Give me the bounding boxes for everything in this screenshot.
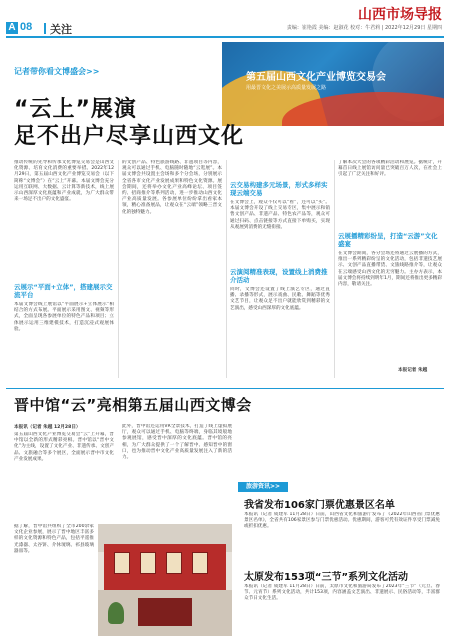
tourism-article-2: 本报讯（记者 成建军 11月28日）日前，太原市文化和旅游局发布了2023年“三节”（元旦、春节、元宵节）系列文化活动，共计153项，内容涵盖文艺演出、非遗展示、民俗活动等，丰富群众节日文化生活。 xyxy=(244,584,440,602)
masthead: 山西市场导报 xyxy=(358,7,442,23)
article-column-2: 的文创产品、特色旅游线路、非遗项目等内容，观众可以通过手机、电脑随时随地“云逛展”。本届文博会共设置主会场和多个分会场，分别展示全省各市文化产业发展成果和特色文化资源。展会期间，还将举办文化产业高峰论坛、项目签约、招商推介等系列活动，进一步推动山西文化产业高质量发展。各参展单位纷纷拿出看家本领，精心准备展品，让观众在“云端”领略三晋文化的独特魅力。 xyxy=(122,160,222,215)
section-divider xyxy=(6,388,444,389)
banner-subtitle: 用最晋文化之美展示高质量发展之路 xyxy=(246,85,327,91)
article-column-3b: 同时，文博会还设置了线上演艺专区，通过直播、录播等形式，展示戏曲、民歌、舞蹈等优秀文艺节目，让观众足不出户就能欣赏到精彩的文艺演出，感受山西深厚的文化底蕴。 xyxy=(230,287,330,311)
section-divider-bar xyxy=(44,23,46,34)
section-name: 关注 xyxy=(50,23,72,36)
tourism-section-label: 旅游资讯>> xyxy=(238,482,288,492)
column-divider xyxy=(334,160,335,378)
banner-title: 第五届山西文化产业博览交易会 xyxy=(246,72,386,83)
photo-display-panel xyxy=(166,552,182,574)
main-headline-line2: 足不出户尽享山西文化 xyxy=(14,124,245,149)
jinzhong-column-1b: 据了解，晋中馆共组织了全市200余家文化企业参展，展示了晋中地区丰富多样的文化资源和特色产品，包括平遥推光漆器、太谷饼、介休琉璃、祁县玻璃器皿等。 xyxy=(14,524,94,554)
exhibition-hall-photo xyxy=(98,524,232,636)
article-subhead: 云展播精彩纷呈，打造“云游”文化盛宴 xyxy=(338,232,438,248)
article-column-3: 在文博会上，观众不仅可以“看”，还可以“买”。本届文博会开设了线上交易专区，集中展示和销售文创产品、非遗产品、特色农产品等，观众可通过扫码、点击链接等方式直接下单购买，实现从观展到消费的无缝衔接。 xyxy=(230,200,330,230)
jinzhong-headline: 晋中馆“云”亮相第五届山西文博会 xyxy=(14,396,252,414)
article-byline: 本报记者 朱越 xyxy=(398,368,428,373)
section-number: 08 xyxy=(20,21,33,33)
header-rule xyxy=(6,36,444,38)
issue-line: 责编：崔艳霞 美编：赵淑花 校对：牛君莉 | 2022年12月29日 星期四 xyxy=(286,25,442,31)
jinzhong-byline: 本报讯（记者 朱越 12月28日） xyxy=(14,425,81,430)
section-letter: A xyxy=(6,22,18,34)
photo-display-panel xyxy=(192,552,208,574)
article-column-4b: 在文博会期间，各分会场还将通过云展播的方式，推出一系列精彩纷呈的文化活动，包括非遗技艺展示、文创产品直播带货、文旅线路推介等，让观众在云端感受山西文化的无穷魅力。主办方表示，本届文博会将持续到明年1月，期间还将推出更多精彩内容，敬请关注。 xyxy=(338,251,442,288)
photo-exhibit-stand xyxy=(138,598,192,626)
article-column-1b: 本届文博会线上展馆以“平面展示+立体展示”相结合的方式布展。平面展示采用图文、视频等形式，全面呈现各参展单位的特色产品和项目；立体展示运用三维建模技术，打造沉浸式观展体验。 xyxy=(14,302,114,332)
jinzhong-column-2: 此外，晋中馆还运用VR全景技术，打造了线上虚拟展厅，观众可以通过手机、电脑等终端，身临其境般地参观展馆，感受晋中深厚的文化底蕴。晋中馆的亮相，为广大群众提供了一个了解晋中、感知晋中的窗口，也为推动晋中文化产业高质量发展注入了新的活力。 xyxy=(122,424,232,461)
article-column-1: 推动传统的先导和传承文化博览交易会是山西文化资源、培育文化消费的重要举措。2022年12月29日，第五届山西文化产业博览交易会（以下简称“文博会”）在“云上”开幕。本届文博会充分运用互联网、大数据、云计算等新技术，线上展示山西深厚文化底蕴和产业成就，为广大群众带来一场足不出户的文化盛宴。 xyxy=(14,160,114,203)
page-header xyxy=(0,0,450,38)
column-divider xyxy=(226,160,227,378)
article-subhead: 云演阅精准表现，设置线上消费推介活动 xyxy=(230,268,328,284)
article-column-4: 了解本次大会的各项精彩活动和展览。据统计，开幕首日线上展馆访问量已突破百万人次，在社会上引起了广泛关注和好评。 xyxy=(338,160,442,178)
article-subhead: 云交易构建多元场景，形式多样实现云端交易 xyxy=(230,181,328,197)
tourism-article-1: 本报讯（记者 成建军 11月28日）日前，山西省文化和旅游厅发布了《2022年山西省门票优惠景区名单》，全省共有106家景区参与门票优惠活动。优惠期间，游客可凭有效证件享受门票减免或折扣优惠。 xyxy=(244,512,440,530)
photo-display-panel xyxy=(140,552,156,574)
expo-banner-image xyxy=(222,42,444,126)
main-headline-line1: “云上”展演 xyxy=(14,97,137,122)
jinzhong-column-1: 第五届山西文化产业博览交易会“云”上开幕，晋中馆以全新的形式精彩亮相。晋中馆以“晋中文化”为主线，设置了文化产业、非遗传承、文创产品、文旅融合等多个展区，全面展示晋中市文化产业发展成果。 xyxy=(14,432,114,462)
column-divider xyxy=(118,160,119,378)
photo-plant xyxy=(108,602,124,624)
tourism-headline-1: 我省发布106家门票优惠景区名单 xyxy=(244,500,395,511)
kicker: 记者带你看文博盛会>> xyxy=(14,67,100,76)
article-subhead: 云展示“平面+立体”，搭建展示交流平台 xyxy=(14,283,113,299)
photo-display-panel xyxy=(114,552,130,574)
tourism-headline-2: 太原发布153项“三节”系列文化活动 xyxy=(244,572,409,583)
